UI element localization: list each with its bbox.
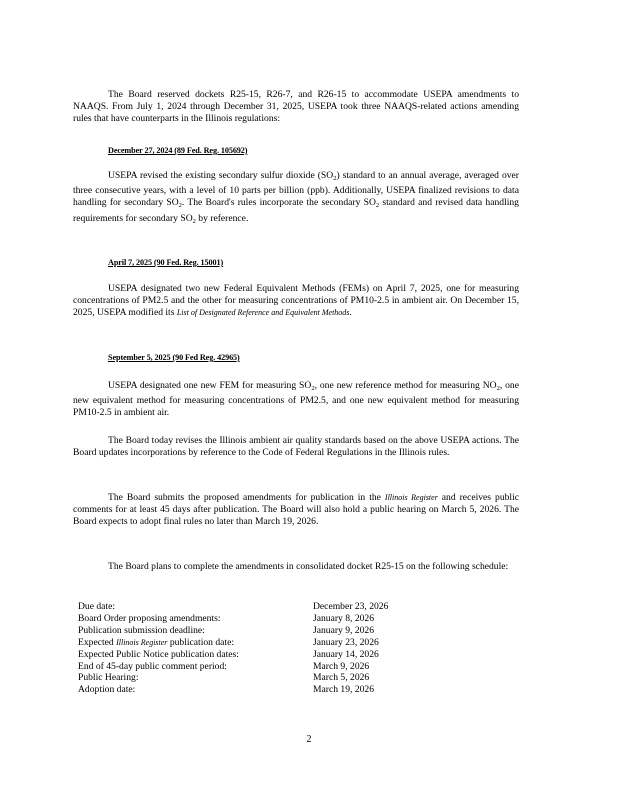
schedule-list: [78, 601, 408, 696]
fed-reg-citation-3: September 5, 2025 (90 Fed Reg. 42965): [108, 353, 240, 362]
action-1-paragraph: USEPA revised the existing secondary sulfur dioxide $(SO_2)$ standard to an annual average, averaged over three consecutive years, with a level of 10 parts per billion (ppb). Additionally, USEPA finalized revisions to data handling for secondary $SO_2$. The Board's rules incorporate the secondary $SO_2$ standard and revised data handling requirements for secondary $SO_2$ by reference.: [73, 170, 519, 225]
schedule-row: Expected Public Notice publication dates: January 14, 2026: [78, 648, 379, 660]
submits-paragraph: The Board submits the proposed amendments for publication in the Illinois Register and receives public comments for at least 45 days after publication. The Board will also hold a public hearing on March 5, 2026. The Board expects to adopt final rules no later than March 19, 2026.: [73, 492, 519, 528]
schedule-intro-paragraph: The Board plans to complete the amendments in consolidated docket R25-15 on the following schedule:: [108, 561, 509, 572]
action-2-paragraph: USEPA designated two new Federal Equivalent Methods (FEMs) on April 7, 2025, one for measuring concentrations of PM2.5 and the other for measuring concentrations of PM10-2.5 in ambient air. On December 15, 2025, USEPA modified its List of Designated Reference and Equivalent Methods.: [73, 283, 519, 319]
schedule-row: Due date: December 23, 2026: [78, 601, 389, 612]
schedule-row: Board Order proposing amendments: January 8, 2026: [78, 612, 375, 624]
intro-paragraph: The Board reserved dockets R25-15, R26-7, and R26-15 to accommodate USEPA amendments to NAAQS. From July 1, 2024 through December 31, 2025, USEPA took three NAAQS-related actions amending rules that have counterparts in the Illinois regulations:: [73, 89, 519, 125]
schedule-row: Expected Illinois Register publication date: January 23, 2026: [78, 636, 379, 648]
fed-reg-citation-2: April 7, 2025 (90 Fed. Reg. 15001): [108, 258, 224, 267]
schedule-row: Public Hearing: March 5, 2026: [78, 672, 370, 684]
schedule-row: End of 45-day public comment period: March 9, 2026: [78, 660, 370, 672]
page-number: 2: [306, 734, 312, 745]
fed-reg-citation-1: December 27, 2024 (89 Fed. Reg. 105692): [108, 146, 248, 155]
schedule-row: Publication submission deadline: January 9, 2026: [78, 624, 375, 636]
schedule-row: Adoption date: March 19, 2026: [78, 684, 375, 696]
revises-paragraph: The Board today revises the Illinois ambient air quality standards based on the above USEPA actions. The Board updates incorporations by reference to the Code of Federal Regulations in the Illinois rules.: [73, 435, 519, 459]
action-3-paragraph: USEPA designated one new FEM for measuring $SO_2$, one new reference method for measuring $NO_2$, one new equivalent method for measuring concentrations of PM2.5, and one new equivalent method for measuring PM10-2.5 in ambient air.: [73, 380, 519, 419]
